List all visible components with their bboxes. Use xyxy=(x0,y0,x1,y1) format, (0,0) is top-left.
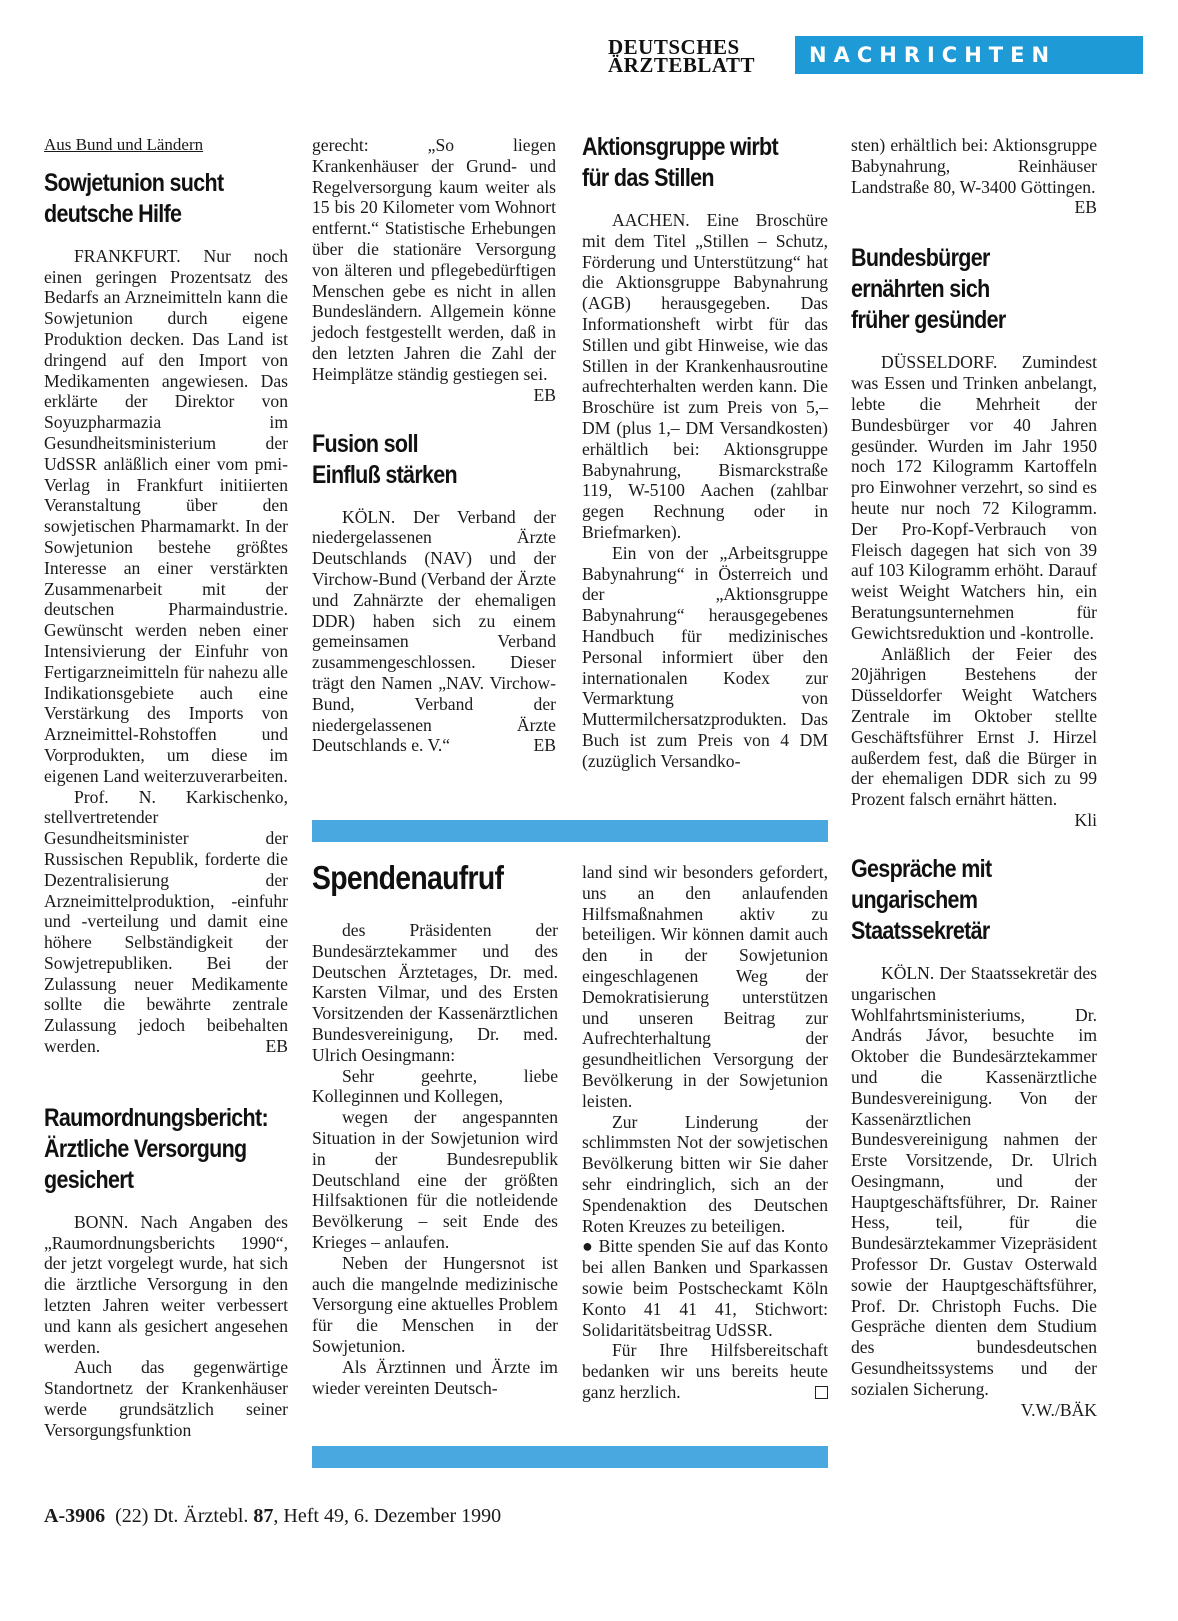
article-paragraph: Auch das gegenwärtige Standortnetz der Krankenhäuser werde grundsätzlich seiner Versorgungsfunktion xyxy=(44,1357,288,1440)
headline-line: deutsche Hilfe xyxy=(44,199,182,228)
article-paragraph xyxy=(851,643,1097,830)
article-paragraph xyxy=(312,135,556,405)
appeal-top-bar xyxy=(312,820,828,842)
headline-line: ernährten sich xyxy=(851,275,990,304)
headline-line: Ärztliche Versorgung xyxy=(44,1134,247,1163)
appeal-paragraph: des Präsidenten der Bundesärztekammer und des Deutschen Ärztetages, Dr. med. Karsten Vilmar, und des Ersten Vorsitzenden der Kassenärztlichen Bundesvereinigung, Dr. med. Ulrich Oesingmann: xyxy=(312,920,558,1065)
appeal-column-left xyxy=(312,858,558,1398)
appeal-column-right xyxy=(582,862,828,1403)
logo-line-1: DEUTSCHES xyxy=(608,35,740,59)
author-signature: EB xyxy=(533,735,556,756)
bullet-icon: ● xyxy=(582,1236,594,1257)
appeal-paragraph: Sehr geehrte, liebe Kolleginnen und Kollegen, xyxy=(312,1065,558,1107)
headline-line: gesichert xyxy=(44,1165,134,1194)
section-banner: NACHRICHTEN xyxy=(795,36,1143,74)
paragraph-text: Prof. N. Karkischenko, stellvertretender Gesundheitsminister der Russischen Republik, forderte die Dezentralisierung der Arzneimittelproduktion, -einfuhr und -verteilung und damit eine höhere Selbständigkeit der Sowjetrepubliken. Bei der Zulassung neuer Medikamente sollte die bewährte zentrale Zulassung jedoch beibehalten werden. xyxy=(44,786,288,1057)
paragraph-text: gerecht: „So liegen Krankenhäuser der Grund- und Regelversorgung kaum weiter als 15 bis 20 Kilometer vom Wohnort entfernt.“ Statistische Erhebungen über die stationäre Versorgung von älteren und pflegebedürftigen Menschen gebe es nicht in allen Bundesländern. Allgemein könne jedoch festgestellt werden, daß in den letzten Jahren die Zahl der Heimplätze ständig gestiegen sei. xyxy=(312,135,556,384)
headline-line: ungarischem xyxy=(851,885,978,914)
appeal-paragraph: wegen der angespannten Situation in der Sowjetunion wird in der Bundesrepublik Deutschland eine der größten Hilfsaktionen für die notleidende Bevölkerung – seit Ende des Krieges – anlaufen. xyxy=(312,1107,558,1252)
headline-line: Staatssekretär xyxy=(851,916,990,945)
headline-line: Gespräche mit xyxy=(851,854,992,883)
column-2 xyxy=(312,135,556,756)
article-headline-bundesbuerger xyxy=(851,243,1101,336)
page-footer xyxy=(44,1505,501,1528)
section-kicker: Aus Bund und Ländern xyxy=(44,135,204,154)
headline-line: Einfluß stärken xyxy=(312,460,457,489)
appeal-paragraph: land sind wir besonders gefordert, uns an den anlaufenden Hilfsmaßnahmen aktiv zu beteiligen. Wir können damit auch den in der Sowjetunion eingeschlagenen Weg der Demokratisierung unterstützen und unseren Beitrag zur Aufrechterhaltung der gesundheitlichen Versorgung der Bevölkerung in der Sowjetunion leisten. xyxy=(582,862,828,1111)
article-headline-raumordnung xyxy=(44,1103,292,1196)
article-headline-fusion xyxy=(312,429,560,491)
article-headline-aktionsgruppe xyxy=(582,132,832,194)
headline-line: Sowjetunion sucht xyxy=(44,168,224,197)
column-4 xyxy=(851,135,1097,1420)
headline-line: Bundesbürger xyxy=(851,244,990,273)
article-paragraph xyxy=(851,135,1097,218)
paragraph-text: KÖLN. Der Staatssekretär des ungarischen Wohlfahrtsministeriums, Dr. András Jávor, besuchte im Oktober die Bundesärztekammer und die Kassenärztliche Bundesvereinigung. Von der Kassenärztlichen Bundesvereinigung nahmen der Erste Vorsitzende, Dr. Ulrich Oesingmann, und der Hauptgeschäftsführer, Dr. Rainer Hess, teil, für die Bundesärztekammer Vizepräsident Professor Dr. Gustav Osterwald sowie der Hauptgeschäftsführer, Prof. Dr. Christoph Fuchs. Die Gespräche dienten dem Studium des bundesdeutschen Gesundheitssystems und der sozialen Sicherung. xyxy=(851,962,1097,1399)
author-signature: EB xyxy=(533,384,556,405)
author-signature: EB xyxy=(1074,197,1097,218)
headline-line: Aktionsgruppe wirbt xyxy=(582,133,778,161)
appeal-paragraph: Neben der Hungersnot ist auch die mangelnde medizinische Versorgung eine aktuelles Problem für die Menschen in der Sowjetunion. xyxy=(312,1252,558,1356)
paragraph-text: Bitte spenden Sie auf das Konto bei allen Banken und Sparkassen sowie beim Postscheckamt Köln Konto 41 41 41, Stichwort: Solidaritätsbeitrag UdSSR. xyxy=(582,1236,828,1340)
logo-line-2: ÄRZTEBLATT xyxy=(608,53,755,77)
appeal-paragraph: Als Ärztinnen und Ärzte im wieder vereinten Deutsch- xyxy=(312,1356,558,1398)
appeal-paragraph xyxy=(582,1340,828,1402)
paragraph-text: sten) erhältlich bei: Aktionsgruppe Babynahrung, Reinhäuser Landstraße 80, W-3400 Göttingen. xyxy=(851,135,1097,197)
author-signature: EB xyxy=(265,1036,288,1057)
article-paragraph: Ein von der „Arbeitsgruppe Babynahrung“ in Österreich und der „Aktionsgruppe Babynahrung“ herausgegebenes Handbuch für medizinisches Personal informiert über den internationalen Kodex zur Vermarktung von Muttermilchersatzprodukten. Das Buch ist zum Preis von 4 DM (zuzüglich Versandko- xyxy=(582,542,828,771)
masthead-logo xyxy=(608,35,778,77)
article-paragraph: FRANKFURT. Nur noch einen geringen Prozentsatz des Bedarfs an Arzneimitteln kann die Sowjetunion durch eigene Produktion decken. Das Land ist dringend auf den Import von Medikamenten angewiesen. Das erklärte der Direktor von Soyuzpharmazia im Gesundheitsministerium der UdSSR anläßlich einer vom pmi-Verlag in Frankfurt initiierten Veranstaltung über den sowjetischen Pharmamarkt. In der Sowjetunion bestehe größtes Interesse an einer verstärkten Zusammenarbeit mit der deutschen Pharmaindustrie. Gewünscht werden neben einer Intensivierung der Einfuhr von Fertigarzneimitteln für nahezu alle Indikationsgebiete auch eine Verstärkung des Imports von Arzneimittel-Rohstoffen und Vorprodukten, um diese im eigenen Land weiterzuverarbeiten. xyxy=(44,245,288,786)
author-signature: V.W./BÄK xyxy=(1020,1399,1097,1420)
paragraph-text: Für Ihre Hilfsbereitschaft bedanken wir uns bereits heute ganz herzlich. xyxy=(582,1340,828,1402)
article-paragraph: DÜSSELDORF. Zumindest was Essen und Trinken anbelangt, lebte die Mehrheit der Bundesbürger vor 40 Jahren gesünder. Wurden im Jahr 1950 noch 172 Kilogramm Kartoffeln pro Einwohner verzehrt, so sind es heute nur noch 72 Kilogramm. Der Pro-Kopf-Verbrauch von Fleisch dagegen hat sich von 39 auf 103 Kilogramm erhöht. Darauf weist Weight Watchers hin, ein Beratungsunternehmen für Gewichtsreduktion und -kontrolle. xyxy=(851,352,1097,643)
article-headline-ungarn xyxy=(851,854,1101,947)
appeal-bottom-bar xyxy=(312,1446,828,1468)
article-paragraph xyxy=(851,962,1097,1420)
author-signature: Kli xyxy=(1074,809,1097,830)
appeal-paragraph: Zur Linderung der schlimmsten Not der sowjetischen Bevölkerung bitten wir Sie daher sehr eindringlich, sich an der Spendenaktion des Deutschen Roten Kreuzes zu beteiligen. xyxy=(582,1111,828,1236)
headline-line: Fusion soll xyxy=(312,429,418,458)
issue-label: (22) Dt. Ärztebl. xyxy=(115,1505,249,1527)
column-1 xyxy=(44,135,288,1441)
headline-line: für das Stillen xyxy=(582,164,714,192)
article-paragraph xyxy=(44,787,288,1057)
paragraph-text: KÖLN. Der Verband der niedergelassenen Ärzte Deutschlands (NAV) und der Virchow-Bund (Verband der Ärzte und Zahnärzte der ehemaligen DDR) haben sich zu einem gemeinsamen Verband zusammengeschlossen. Dieser trägt den Namen „NAV. Virchow-Bund, Verband der niedergelassenen Ärzte Deutschlands e. V.“ xyxy=(312,506,556,756)
page-number: A-3906 xyxy=(44,1505,106,1527)
volume-number: 87 xyxy=(253,1505,274,1527)
article-paragraph xyxy=(312,507,556,757)
appeal-paragraph xyxy=(582,1236,828,1340)
headline-line: Raumordnungsbericht: xyxy=(44,1103,268,1132)
appeal-title: Spendenaufruf xyxy=(312,859,504,896)
paragraph-text: Anläßlich der Feier des 20jährigen Bestehens der Düsseldorfer Weight Watchers Zentrale im Oktober stellte Geschäftsführer Ernst J. Hirzel außerdem fest, daß die Bürger in der ehemaligen DDR sich zu 99 Prozent falsch ernährt hätten. xyxy=(851,643,1097,810)
issue-date: , Heft 49, 6. Dezember 1990 xyxy=(273,1505,502,1527)
column-3 xyxy=(582,132,828,772)
headline-line: früher gesünder xyxy=(851,306,1006,335)
end-mark-icon xyxy=(815,1386,828,1399)
article-headline-sowjetunion xyxy=(44,168,292,230)
article-paragraph: BONN. Nach Angaben des „Raumordnungsberichts 1990“, der jetzt vorgelegt wurde, hat sich die ärztliche Versorgung in den letzten Jahren weiter verbessert und kann als gesichert angesehen werden. xyxy=(44,1211,288,1357)
article-paragraph: AACHEN. Eine Broschüre mit dem Titel „Stillen – Schutz, Förderung und Unterstützung“ hat die Aktionsgruppe Babynahrung (AGB) herausgegeben. Das Informationsheft wirbt für das Stillen und gibt Hinweise, wie das Stillen in der Krankenhausroutine aufrechterhalten werden kann. Die Broschüre ist zum Preis von 5,– DM (plus 1,– DM Versandkosten) erhältlich bei: Aktionsgruppe Babynahrung, Bismarckstraße 119, W-5100 Aachen (zahlbar gegen Rechnung oder in Briefmarken). xyxy=(582,210,828,542)
